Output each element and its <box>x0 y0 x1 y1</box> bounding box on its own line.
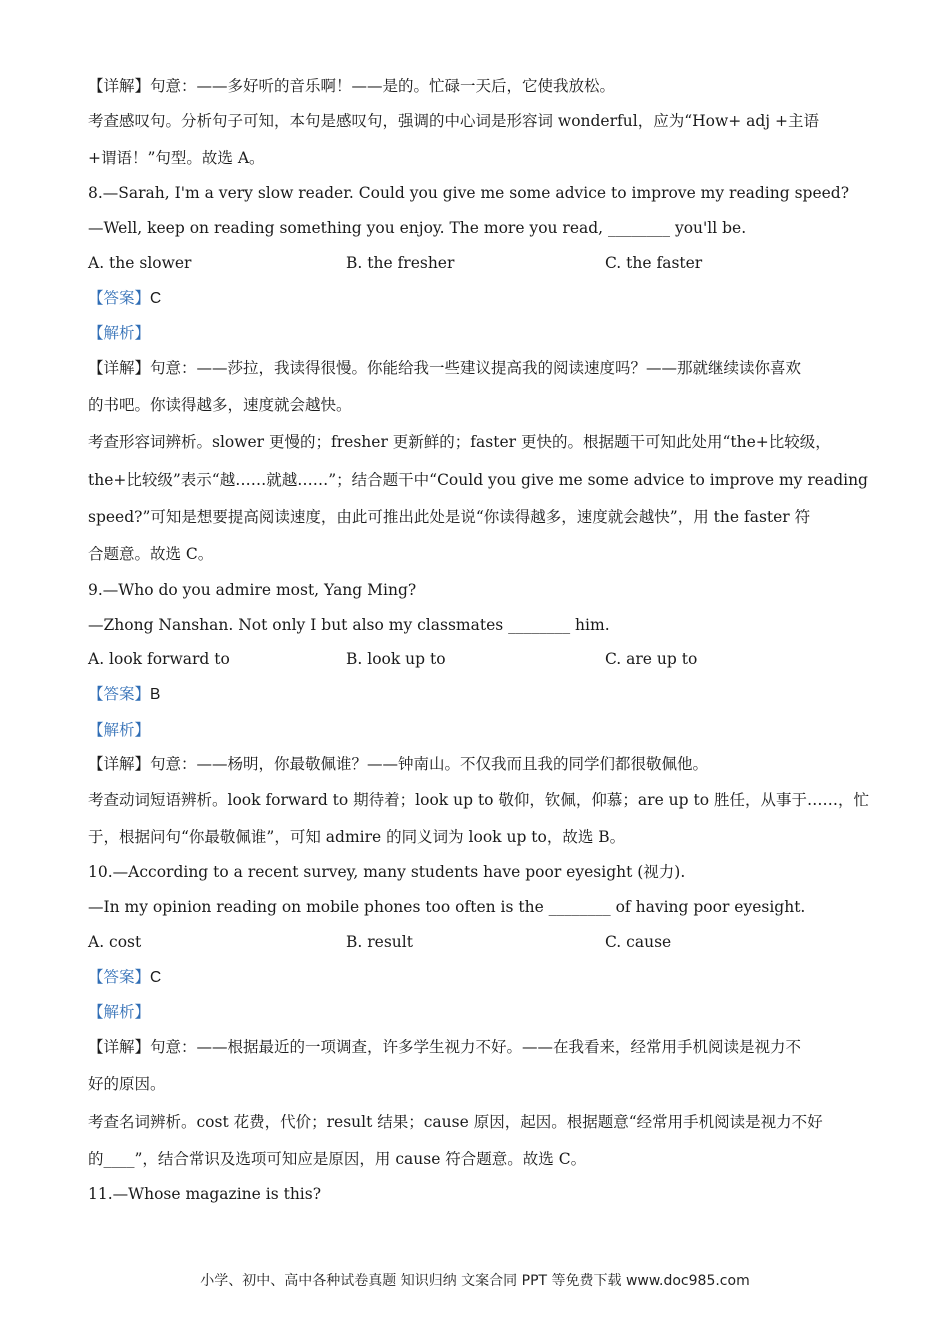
q8-detail-line: 的书吧。你读得越多，速度就会越快。 <box>88 396 352 414</box>
q8-analysis-tag: 【解析】 <box>88 324 151 342</box>
q10-question-line: —In my opinion reading on mobile phones too often is the ________ of having poor eyesight. <box>88 898 806 916</box>
q8-question-line: 8.—Sarah, I'm a very slow reader. Could you give me some advice to improve my reading speed? <box>88 184 850 202</box>
q8-analysis-line: speed?”可知是想要提高阅读速度，由此可推出此处是说“你读得越多，速度就会越快”，用 the faster 符 <box>88 508 811 526</box>
answer-value: C <box>150 290 162 307</box>
q7-analysis-line: 考查感叹句。分析句子可知，本句是感叹句，强调的中心词是形容词 wonderful，应为“How+ adj +主语 <box>88 112 820 130</box>
q10-question-line: 10.—According to a recent survey, many students have poor eyesight (视力). <box>88 863 686 881</box>
q9-question-line: —Zhong Nanshan. Not only I but also my classmates ________ him. <box>88 616 610 634</box>
q11-question-line: 11.—Whose magazine is this? <box>88 1185 322 1203</box>
q9-question-line: 9.—Who do you admire most, Yang Ming? <box>88 581 417 599</box>
answer-value: B <box>150 686 161 703</box>
q8-option-b: B. the fresher <box>346 254 455 272</box>
q9-analysis-line: 于，根据问句“你最敬佩谁”，可知 admire 的同义词为 look up to，故选 B。 <box>88 828 626 846</box>
q10-analysis-line: 考查名词辨析。cost 花费，代价；result 结果；cause 原因，起因。根据题意“经常用手机阅读是视力不好 <box>88 1113 823 1131</box>
answer-tag: 【答案】 <box>88 685 151 703</box>
q8-option-c: C. the faster <box>605 254 703 272</box>
q9-analysis-line: 考查动词短语辨析。look forward to 期待着；look up to 敬仰，钦佩，仰慕；are up to 胜任，从事于……，忙 <box>88 791 870 809</box>
q10-option-b: B. result <box>346 933 413 951</box>
answer-tag: 【答案】 <box>88 289 151 307</box>
q8-analysis-line: 考查形容词辨析。slower 更慢的；fresher 更新鲜的；faster 更快的。根据题干可知此处用“the+比较级， <box>88 433 831 451</box>
q9-option-c: C. are up to <box>605 650 698 668</box>
q8-analysis-line: the+比较级”表示“越……就越……”；结合题干中“Could you give me some advice to improve my reading <box>88 471 868 489</box>
answer-tag: 【答案】 <box>88 968 151 986</box>
q8-option-a: A. the slower <box>88 254 192 272</box>
q8-detail-line: 【详解】句意：——莎拉，我读得很慢。你能给我一些建议提高我的阅读速度吗？——那就继续读你喜欢 <box>88 359 802 377</box>
q10-option-c: C. cause <box>605 933 672 951</box>
q10-analysis-line: 的____”，结合常识及选项可知应是原因，用 cause 符合题意。故选 C。 <box>88 1150 587 1168</box>
q8-answer <box>88 288 161 309</box>
q10-option-a: A. cost <box>88 933 142 951</box>
q10-detail-line: 【详解】句意：——根据最近的一项调查，许多学生视力不好。——在我看来，经常用手机阅读是视力不 <box>88 1038 802 1056</box>
q10-answer <box>88 967 161 988</box>
q8-question-line: —Well, keep on reading something you enjoy. The more you read, ________ you'll be. <box>88 219 747 237</box>
q9-answer <box>88 684 160 705</box>
q9-option-b: B. look up to <box>346 650 446 668</box>
q10-analysis-tag: 【解析】 <box>88 1003 151 1021</box>
answer-value: C <box>150 969 162 986</box>
q9-option-a: A. look forward to <box>88 650 230 668</box>
q8-analysis-line: 合题意。故选 C。 <box>88 545 214 563</box>
q9-detail-line: 【详解】句意：——杨明，你最敬佩谁？——钟南山。不仅我而且我的同学们都很敬佩他。 <box>88 755 709 773</box>
q7-detail: 【详解】句意：——多好听的音乐啊！——是的。忙碌一天后，它使我放松。 <box>88 77 616 95</box>
page-footer: 小学、初中、高中各种试卷真题 知识归纳 文案合同 PPT 等免费下载 www.doc985.com <box>200 1273 750 1289</box>
q9-analysis-tag: 【解析】 <box>88 721 151 739</box>
q7-analysis-line: +谓语！”句型。故选 A。 <box>88 149 265 167</box>
q10-detail-line: 好的原因。 <box>88 1075 166 1093</box>
